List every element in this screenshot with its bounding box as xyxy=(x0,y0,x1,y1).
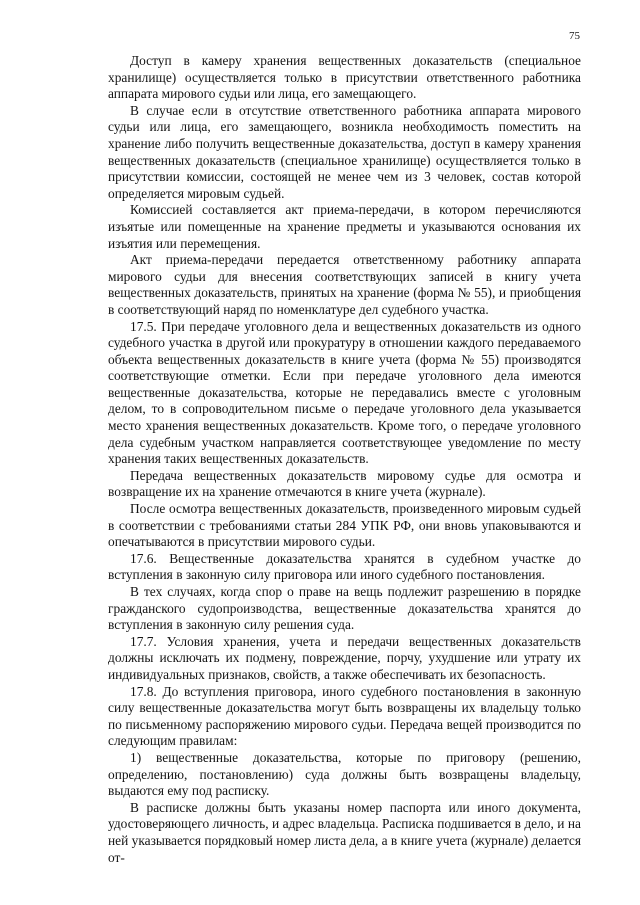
paragraph-17-7: 17.7. Условия хранения, учета и передачи вещественных доказательств должны исключать их подмену, повреждение, порчу, ухудшение или утрату их индивидуальных признаков, свойств, а также обеспечивать их безопасность. xyxy=(108,633,581,682)
paragraph-17-6: 17.6. Вещественные доказательства хранятся в судебном участке до вступления в законную силу приговора или иного судебного постановления. xyxy=(108,550,581,583)
paragraph-receipt: В расписке должны быть указаны номер паспорта или иного документа, удостоверяющего личность, и адрес владельца. Расписка подшивается в дело, и на ней указывается порядковый номер листа дела, а в книге учета (журнале) делается от- xyxy=(108,799,581,865)
document-body xyxy=(108,53,581,866)
paragraph-act-registration: Акт приема-передачи передается ответственному работнику аппарата мирового судьи для внесения соответствующих записей в книгу учета вещественных доказательств, принятых на хранение (форма № 55), и приобщения в соответствующий наряд по номенклатуре дел судебного участка. xyxy=(108,252,581,317)
paragraph-access-storage: Доступ в камеру хранения вещественных доказательств (специальное хранилище) осуществляется только в присутствии ответственного работника аппарата мирового судьи или лица, его замещающего. xyxy=(108,53,581,102)
paragraph-transfer-act: Комиссией составляется акт приема-передачи, в котором перечисляются изъятые или помещенные на хранение предметы и указываются основания их изъятия или перемещения. xyxy=(108,202,581,251)
paragraph-after-inspection: После осмотра вещественных доказательств, произведенного мировым судьей в соответствии с требованиями статьи 284 УПК РФ, они вновь упаковываются и опечатываются в присутствии мирового судьи. xyxy=(108,501,581,550)
paragraph-transfer-to-judge: Передача вещественных доказательств мировому судье для осмотра и возвращение их на хранение отмечаются в книге учета (журнале). xyxy=(108,467,581,500)
paragraph-rule-1: 1) вещественные доказательства, которые по приговору (решению, определению, постановлению) суда должны быть возвращены владельцу, выдаются ему под расписку. xyxy=(108,749,581,799)
page-number: 75 xyxy=(569,30,580,42)
paragraph-17-5: 17.5. При передаче уголовного дела и вещественных доказательств из одного судебного участка в другой или прокуратуру в отношении каждого передаваемого объекта вещественных доказательств в книге учета (форма № 55) производятся соответствующие отметки. Если при передаче уголовного дела имеются вещественные доказательства, которые не передавались вместе с уголовным делом, то в сопроводительном письме о передаче уголовного дела указывается место хранения вещественных доказательств. Кроме того, о передаче уголовного дела судебным участком направляется соответствующее уведомление по месту хранения таких вещественных доказательств. xyxy=(108,318,581,467)
paragraph-17-8: 17.8. До вступления приговора, иного судебного постановления в законную силу вещественные доказательства могут быть возвращены их владельцу только по письменному распоряжению мирового судьи. Передача вещей производится по следующим правилам: xyxy=(108,683,581,749)
paragraph-commission-access: В случае если в отсутствие ответственного работника аппарата мирового судьи или лица, его замещающего, возникла необходимость поместить на хранение либо получить вещественные доказательства, доступ в камеру хранения вещественных доказательств (специальное хранилище) осуществляется только в присутствии комиссии, состоящей не менее чем из 3 человек, состав которой определяется мировым судьей. xyxy=(108,102,581,201)
paragraph-civil-dispute: В тех случаях, когда спор о праве на вещь подлежит разрешению в порядке гражданского судопроизводства, вещественные доказательства хранятся до вступления в законную силу решения суда. xyxy=(108,584,581,633)
